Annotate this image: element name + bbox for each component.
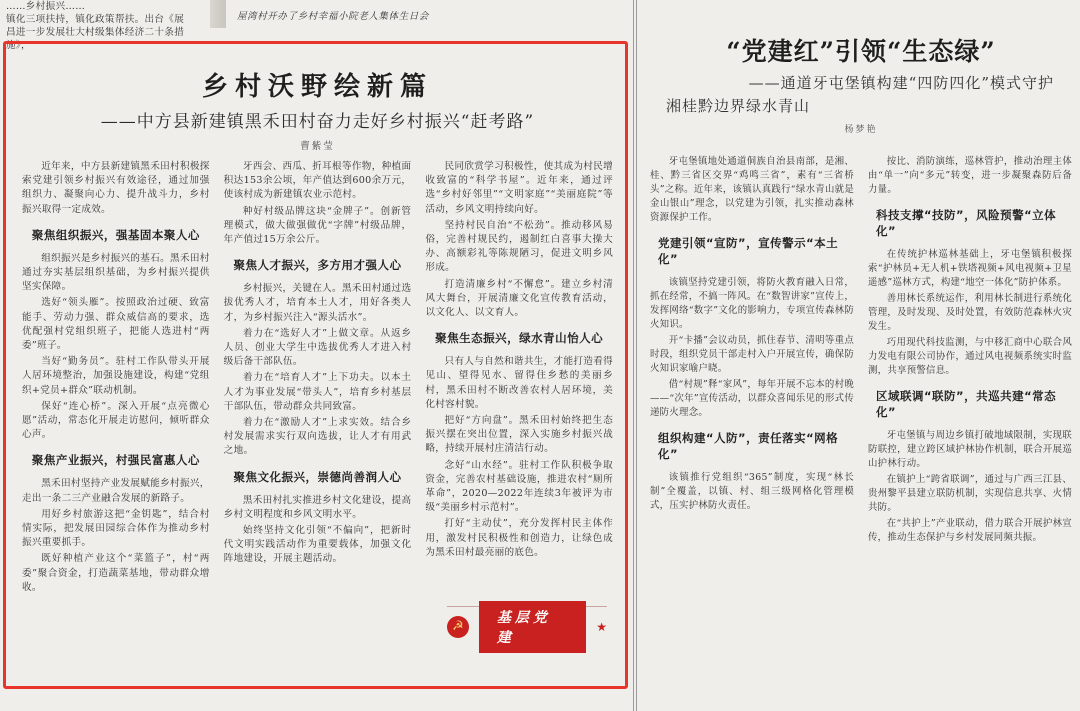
article-author: 杨梦艳 (844, 125, 878, 135)
photo-caption: 屋湾村开办了乡村幸福小院老人集体生日会 (237, 11, 429, 22)
paragraph: 只有人与自然和谐共生，才能打造看得见山、望得见水、留得住乡愁的美丽乡村，黑禾田村不断改善农村人居环境，美化村容村貌。 (425, 356, 614, 410)
section-heading: 组织构建“人防”，责任落实“网格化” (658, 431, 839, 461)
photo-edge (210, 0, 226, 28)
paragraph: 在传统护林巡林基础上，牙屯堡镇积极探索“护林员+无人机+铁塔视频+风电视频+卫星遥感”巡林方式，构建“地空一体化”防护体系。 (868, 249, 1072, 288)
paragraph: 打好“主动仗”，充分发挥村民主体作用，激发村民积极性和创造力，让绿色成为黑禾田村最亮丽的底色。 (425, 518, 614, 558)
paragraph: 牙屯堡镇与周边乡镇打破地域限制，实现联防联控，建立跨区域护林协作机制，联合开展巡山护林行动。 (868, 430, 1072, 469)
article-columns (650, 155, 1072, 547)
text-line: 昌进一步发展壮大村级集体经济二十条措施》， (6, 27, 185, 51)
paragraph: 保好“连心桥”。深入开展“点亮微心愿”活动，常态化开展走访慰问，倾听群众心声。 (22, 400, 210, 441)
section-heading: 聚焦人才振兴，多方用才强人心 (233, 258, 402, 273)
paragraph: 黑禾田村坚持产业发展赋能乡村振兴，走出一条二三产业融合发展的新路子。 (22, 478, 210, 504)
paragraph: 坚持村民自治“不松劲”。推动移风易俗，完善村规民约，遏制红白喜事大操大办、高额彩礼等陈规陋习，促进文明乡风形成。 (425, 219, 614, 274)
paragraph: 打造清廉乡村“不懈怠”。建立乡村清风大舞台，开展清廉文化宣传教育活动，以文化人、以文育人。 (425, 278, 614, 319)
column-1 (22, 160, 210, 680)
paragraph: 牙西会、西瓜、折耳根等作物，种植面积达153余公顷，年产值达到600余万元，使该村成为新建镇农业示范村。 (223, 161, 412, 201)
section-heading: 科技支撑“技防”，风险预警“立体化” (876, 208, 1057, 238)
paragraph: 该镇推行党组织“365”制度，实现“林长制”全覆盖，以镇、村、组三级网格化管理模式，压实护林防火责任。 (650, 472, 854, 511)
paragraph: 牙屯堡镇地处通道侗族自治县南部，是湘、桂、黔三省区交界“鸡鸣三省”，素有“三省桥头”之称。近年来，该镇认真践行“绿水青山就是金山银山”理念，以党建为引领，扎实推动森林资源保护工作。 (650, 156, 854, 223)
paragraph: 乡村振兴，关键在人。黑禾田村通过选拔优秀人才，培育本土人才，用好各类人才，为乡村振兴注入“源头活水”。 (223, 283, 412, 323)
paragraph: 着力在“激励人才”上求实效。结合乡村发展需求实行双向选拔，让人才有用武之地。 (223, 417, 412, 457)
paragraph: 民同欣赏学习积极性，使其成为村民增收致富的“科学书屋”。近年来，通过评选“乡村好邻里”“文明家庭”“美丽庭院”等活动，乡风文明持续向好。 (425, 161, 614, 215)
section-tag-label: 基层党建 (479, 601, 586, 653)
column-2 (868, 155, 1072, 547)
paragraph: 念好“山水经”。驻村工作队积极争取资金，完善农村基础设施，推进农村“厕所革命”，2020—2022年连续3年被评为市级“美丽乡村示范村”。 (425, 459, 614, 514)
paragraph: 把好“方向盘”。黑禾田村始终把生态振兴摆在突出位置，深入实施乡村振兴战略，持续开展村庄清洁行动。 (425, 415, 614, 455)
column-2 (224, 160, 412, 680)
paragraph: 选好“领头雁”。按照政治过硬、致富能手、劳动力强、群众威信高的要求，选优配强村党组织班子，把能人选进村“两委”班子。 (22, 297, 210, 352)
article-title: 乡村沃野绘新篇 (201, 72, 433, 102)
paragraph: 在镇护上“跨省联调”，通过与广西三江县、贵州黎平县建立联防机制，实现信息共享、火情共防。 (868, 474, 1072, 513)
paragraph: 黑禾田村扎实推进乡村文化建设，提高乡村文明程度和乡风文明水平。 (223, 494, 412, 520)
paragraph: 既好种植产业这个“菜篮子”，村“两委”聚合资金，打造蔬菜基地，带动群众增收。 (22, 553, 210, 593)
paragraph: 开“卡播”会议动员，抓住春节、清明等重点时段，组织党员干部走村入户开展宣传，确保防火知识家喻户晓。 (650, 335, 854, 374)
paragraph: 当好“勤务员”。驻村工作队带头开展人居环境整治，加强设施建设，构建“党组织+党员+群众”联动机制。 (22, 356, 210, 396)
article-subtitle: ——通道牙屯堡镇构建“四防四化”模式守护 (748, 74, 1054, 92)
section-heading: 党建引领“宣防”，宣传警示“本土化” (658, 236, 839, 266)
text-line: 镇化三项扶持，镇化政策帮扶。出台《展 (6, 14, 185, 25)
paragraph: 近年来，中方县新建镇黑禾田村积极探索党建引领乡村振兴有效途径，通过加强组织力、凝聚向心力、提升战斗力，乡村振兴取得一定成效。 (22, 161, 210, 215)
paragraph: 着力在“选好人才”上做文章。从返乡人员、创业大学生中选拔优秀人才进入村级后备干部队伍。 (223, 327, 412, 368)
section-heading: 聚焦产业振兴，村强民富惠人心 (31, 453, 200, 468)
section-heading: 聚焦生态振兴，绿水青山怡人心 (435, 331, 604, 346)
paragraph: 始终坚持文化引领“不偏向”，把新时代文明实践活动作为重要载体，加强文化阵地建设，开展主题活动。 (223, 525, 412, 565)
paragraph: 在“共护上”产业联动，借力联合开展护林宣传，推动生态保护与乡村发展同频共振。 (868, 518, 1072, 543)
paragraph: 该镇坚持党建引领，将防火教育融入日常，抓在经常，不搞一阵风。在“数智讲家”宣传上，发挥网络“数字”文化的影响力，专项宣传森林防火知识。 (650, 277, 854, 330)
highlighted-article (3, 41, 628, 689)
party-emblem-icon: ☭ (447, 616, 469, 638)
paragraph: 用好乡村旅游这把“金钥匙”，结合村情实际，把发展田园综合体作为推动乡村振兴重要抓手。 (22, 508, 210, 549)
article-subtitle: ——中方县新建镇黑禾田村奋力走好乡村振兴“赶考路” (100, 112, 535, 132)
top-strip (0, 0, 628, 51)
article-subtitle-line-2: 湘桂黔边界绿水青山 (666, 97, 811, 115)
article-title: “党建红”引领“生态绿” (726, 37, 996, 66)
paragraph: 借“村规”释“家风”，每年开展不忘本的村晚——“次年”宣传活动，以群众喜闻乐见的形式传递防火理念。 (650, 379, 854, 418)
section-tag (447, 606, 607, 646)
paragraph: 种好村级品牌这块“金牌子”。创新管理模式，做大做强做优“字牌”村级品牌，年产值过15万余公斤。 (223, 205, 412, 246)
right-article (644, 0, 1080, 711)
section-heading: 聚焦文化振兴，崇德尚善润人心 (233, 469, 402, 484)
paragraph: 按比、消防演练，巡林管护，推动治理主体由“单一”向“多元”转变，进一步凝聚森防后备力量。 (868, 156, 1072, 195)
text-line: ……乡村振兴…… (6, 1, 86, 12)
paragraph: 巧用现代科技监测，与中移汇商中心联合风力发电有限公司协作，通过风电视频系统实时监测，共享预警信息。 (868, 337, 1072, 376)
section-heading: 聚焦组织振兴，强基固本聚人心 (31, 227, 200, 242)
star-icon: ★ (596, 619, 607, 634)
paragraph: 善用林长系统运作，利用林长制进行系统化管理，及时发现、及时处置，有效防范森林火灾发生。 (868, 293, 1072, 332)
column-divider (633, 0, 637, 711)
article-author: 曹紫莹 (300, 141, 335, 152)
section-heading: 区域联调“联防”，共巡共建“常态化” (876, 389, 1057, 419)
paragraph: 组织振兴是乡村振兴的基石。黑禾田村通过夯实基层组织基础，为乡村振兴提供坚实保障。 (22, 252, 210, 293)
paragraph: 着力在“培育人才”上下功夫。以本土人才为事业发展“带头人”，培育乡村基层干部队伍，带动群众共同致富。 (223, 372, 412, 412)
column-1 (650, 155, 854, 547)
